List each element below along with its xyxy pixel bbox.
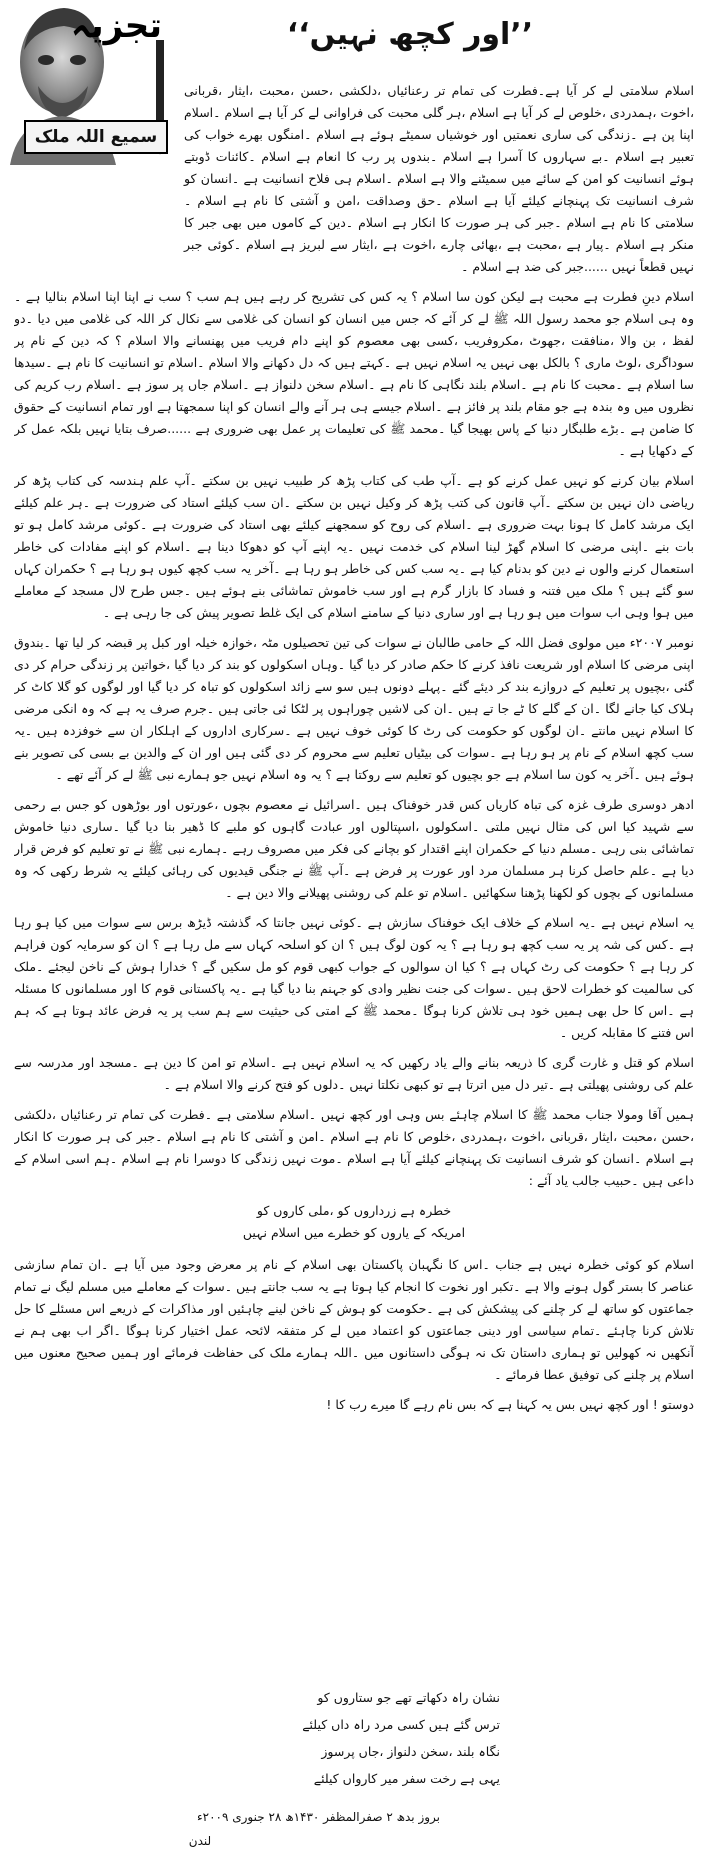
article-paragraph: اسلام سلامتی لے کر آیا ہے۔فطرت کی تمام تر رعنائیاں ،دلکشی ،حسن ،محبت ،ایثار ،قربانی ،اخوت ،ہمدردی ،خلوص لے کر آیا ہے اسلام ،ہر گلی محبت کی فراوانی لے کر آیا ہے اسلام ۔اسلام اپنا پن ہے ۔زندگی کی ساری نعمتیں اور خوشیاں سمیٹے ہوئے ہے اسلام ۔امنگوں بھرے خواب کی تعبیر ہے اسلام ۔بے سہاروں کا آسرا ہے اسلام ۔بندوں پر رب کا انعام ہے اسلام ۔کائنات ڈوبتے ہوئے انسانیت کو امن کے سائے میں سمیٹنے والا ہے اسلام ۔اسلام ہی فلاح انسانیت ہے ۔انسان کو شرف انسانیت تک پہنچانے کیلئے آیا ہے اسلام ۔حق وصداقت ،امن و آشتی کا نام ہے اسلام ۔سلامتی کا نام ہے اسلام ۔جبر کی ہر صورت کا انکار ہے اسلام ۔دین کے کاموں میں بھی جبر کا منکر ہے اسلام ۔پیار ہے ،محبت ہے ،بھائی چارے ،اخوت ہے ،ایثار سے لبریز ہے اسلام ۔کوئی جبر نہیں قطعاً نہیں ......جبر کی ضد ہے اسلام ۔ bbox=[184, 83, 694, 274]
article-paragraph: دوستو ! اور کچھ نہیں بس یہ کہنا ہے کہ بس نام رہے گا میرے رب کا ! bbox=[326, 1397, 694, 1412]
closing-line: یہی ہے رخت سفر میر کارواں کیلئے bbox=[313, 1771, 500, 1786]
author-byline: سمیع اللہ ملک bbox=[24, 120, 168, 154]
article-paragraph: اسلام دینِ فطرت ہے محبت ہے لیکن کون سا اسلام ؟ یہ کس کی تشریح کر رہے ہیں ہم سب ؟ سب نے اپنا اپنا اسلام بنالیا ہے ۔وہ ہی اسلام جو محمد رسول اللہ ﷺ لے کر آئے کہ جس میں انسان کو انسان کی غلامی سے نکال کر اللہ کی غلامی میں دیا ۔دو لفظ ، بن والا ،منافقت ،جھوٹ ،مکروفریب ،کسی بھی معصوم کو اپنے دام فریب میں پھنسانے والا اسلام ؟ کہ دین کے نام پر سوداگری ،لوٹ ماری ؟ بالکل بھی نہیں یہ اسلام نہیں ہے ۔کہتے ہیں کہ دل دکھانے والا اسلام ۔اسلام تو انسانیت کا نام ہے ۔سیدھا سا اسلام ہے ۔محبت کا نام ہے ۔اسلام بلند نگاہی کا نام ہے ۔اسلام سخن دلنواز ہے ۔اسلام جاں پر سوز ہے ۔اسلام رب کریم کی نظروں میں وہ بندہ ہے جو مقام بلند پر فائز ہے ۔اسلام جیسے ہی ہر آنے والے انسان کو اپنا سمجھتا ہے اور تمام انسانیت کے حقوق کا ضامن ہے ۔بڑے طلبگار دنیا کے پاس بھیجا گیا ۔محمد ﷺ کی تعلیمات پر عمل بھی ضروری ہے ......صرف بتایا نہیں بلکہ عمل کر کے دکھایا ہے ۔ bbox=[14, 289, 694, 458]
verse-line: امریکہ کے یاروں کو خطرے میں اسلام نہیں bbox=[242, 1225, 466, 1240]
section-brand: تجزیہ bbox=[70, 6, 162, 46]
verse-line: خطرہ ہے زرداروں کو ،ملی کاروں کو bbox=[256, 1203, 452, 1218]
dateline: بروز بدھ ۲ صفرالمظفر ۱۴۳۰ھ ۲۸ جنوری ۲۰۰۹ء bbox=[196, 1810, 440, 1824]
article-paragraph: اسلام بیان کرنے کو نہیں عمل کرنے کو ہے ۔آپ طب کی کتاب پڑھ کر طبیب نہیں بن سکتے ۔آپ علم ہندسہ کی کتاب پڑھ کر ریاضی دان نہیں بن سکتے ۔آپ قانون کی کتب پڑھ کر وکیل نہیں بن سکتے ۔ان سب کیلئے استاد کی ضرورت ہے ۔ہر علم کیلئے ایک مرشد کامل کا ہونا بہت ضروری ہے ۔اسلام کی روح کو سمجھنے کیلئے بھی استاد کی ضرورت ہے ۔کوئی مرشد کامل ہو تو بات بنے ۔اپنی مرضی کا اسلام گھڑ لینا اسلام کی خدمت نہیں ۔یہ اپنے آپ کو دھوکا دینا ہے ۔اسلام کو اپنے مفادات کی خاطر استعمال کرنے والوں نے دین کو بدنام کیا ہے ۔یہ سب کس کی خاطر ہو رہا ہے ۔آخر یہ سب کچھ کیوں ہو رہا ہے ؟ حکمران کہاں سو گئے ہیں ؟ ملک میں فتنہ و فساد کا بازار گرم ہے اور سب خاموش تماشائی بنے ہوئے ہیں ۔جس طرح لال مسجد کے معاملے میں ہوا وہی اب سوات میں ہو رہا ہے اور ساری دنیا کے سامنے اسلام کی ایک غلط تصویر پیش کی جا رہی ہے ۔ bbox=[14, 473, 694, 620]
article-paragraph: اسلام کو کوئی خطرہ نہیں ہے جناب ۔اس کا نگہبان پاکستان بھی اسلام کے نام پر معرض وجود میں آیا ہے ۔ان تمام سازشی عناصر کا بستر گول ہونے والا ہے ۔تکبر اور نخوت کا انجام کیا ہوتا ہے یہ سب جانتے ہیں ۔سوات کے معاملے میں مسلم لیگ نے تمام جماعتوں کو ساتھ لے کر چلنے کی پیشکش کی ہے ۔حکومت کو ہوش کے ناخن لینے چاہئیں اور مذاکرات کے ذریعے اس مسئلے کا حل تلاش کرنا چاہئے ۔تمام سیاسی اور دینی جماعتوں کو اعتماد میں لے کر متفقہ لائحہ عمل اختیار کرنا ہوگا ۔اگر اب بھی ہم نے آنکھیں نہ کھولیں تو ہماری داستان تک نہ ہوگی داستانوں میں ۔اللہ ہمارے ملک کی حفاظت فرمائے اور ہمیں صحیح معنوں میں اسلام پر چلنے کی توفیق عطا فرمائے ۔ bbox=[14, 1257, 694, 1382]
quoted-verse bbox=[14, 1200, 694, 1244]
article-paragraph: نومبر ۲۰۰۷ء میں مولوی فضل اللہ کے حامی طالبان نے سوات کی تین تحصیلوں مٹہ ،خوازہ خیلہ اور کبل پر قبضہ کر لیا تھا ۔بندوق اپنی مرضی کا اسلام اور شریعت نافذ کرنے کا حکم صادر کر دیا گیا ۔وہاں اسکولوں کو بند کر دیا گیا ،خواتین پر زندگی حرام کر دی گئی ،بچیوں پر تعلیم کے دروازے بند کر دیئے گئے ۔پہلے دونوں ہیں سو سے زائد اسکولوں کو تباہ کر دیا گیا اور لوگوں کو گلا کاٹ کر ہلاک کیا جانے لگا ۔ان کے گلے کا ٹے جا تے ہیں ۔ان کی لاشیں چوراہوں پر لٹکا ئی جاتی ہیں ۔جرم صرف یہ ہے کہ وہ انکی مرضی کا اسلام نہیں مانتے ۔ان لوگوں کو حکومت کی رٹ کا کوئی خوف نہیں ہے ۔سرکاری اداروں کے اہلکار ان سے خوفزدہ ہیں ۔یہ سب کچھ اسلام کے نام پر ہو رہا ہے ۔سوات کی بیٹیاں تعلیم سے محروم کر دی گئی ہیں اور ان کے والدین بے بسی کی تصویر بنے ہوئے ہیں ۔آخر یہ کون سا اسلام ہے جو بچیوں کو تعلیم سے روکتا ہے ؟ یہ وہ اسلام نہیں جو ہمارے نبی ﷺ لے کر آئے تھے ۔ bbox=[14, 635, 694, 782]
article-paragraph: اسلام کو قتل و غارت گری کا ذریعہ بنانے والے یاد رکھیں کہ یہ اسلام نہیں ہے ۔اسلام تو امن کا دین ہے ۔مسجد اور مدرسہ سے علم کی روشنی پھیلتی ہے ۔تیر دل میں اترتا ہے تو کبھی نکلتا نہیں ۔دلوں کو فتح کرنے والا اسلام ہے ۔ bbox=[14, 1055, 694, 1092]
article-paragraph: ہمیں آقا ومولا جناب محمد ﷺ کا اسلام چاہئے بس وہی اور کچھ نہیں ۔اسلام سلامتی ہے ۔فطرت کی تمام تر رعنائیاں ،دلکشی ،حسن ،محبت ،ایثار ،قربانی ،اخوت ،ہمدردی ،خلوص کا نام ہے اسلام ۔امن و آشتی کا نام ہے اسلام ۔جبر کی ہر صورت کا انکار ہے اسلام ۔انسان کو شرف انسانیت تک پہنچانے کیلئے آیا ہے اسلام ۔موت نہیں زندگی کا دوسرا نام ہے اسلام ۔ہم اسی اسلام کے داعی ہیں ۔حبیب جالب یاد آئے : bbox=[14, 1107, 694, 1188]
closing-verse bbox=[240, 1684, 500, 1792]
article-paragraph: یہ اسلام نہیں ہے ۔یہ اسلام کے خلاف ایک خوفناک سازش ہے ۔کوئی نہیں جانتا کہ گذشتہ ڈیڑھ برس سے سوات میں کیا ہو رہا ہے ۔کس کی شہ پر یہ سب کچھ ہو رہا ہے ؟ یہ کون لوگ ہیں ؟ ان کو اسلحہ کہاں سے مل رہا ہے ؟ ان کو سرمایہ کون فراہم کر رہا ہے ؟ حکومت کی رٹ کہاں ہے ؟ کیا ان سوالوں کے جواب کبھی قوم کو مل سکیں گے ؟ خدارا ہوش کے ناخن لیجئے ۔ملک کی سالمیت کو خطرات لاحق ہیں ۔سوات کی جنت نظیر وادی کو جہنم بنا دیا گیا ہے ۔یہ پاکستانی قوم کا اور مسلمانوں کا مسئلہ ہے ۔اس کا حل بھی ہمیں خود ہی تلاش کرنا ہوگا ۔محمد ﷺ کے امتی کی حیثیت سے ہم سب پر یہ فرض عائد ہوتا ہے کہ ہم اس فتنے کا مقابلہ کریں ۔ bbox=[14, 915, 694, 1040]
closing-line: ترس گئے ہیں کسی مرد راہ داں کیلئے bbox=[302, 1717, 500, 1732]
place-line: لندن bbox=[188, 1834, 212, 1848]
article-body bbox=[14, 80, 694, 1800]
closing-line: نشان راہ دکھاتے تھے جو ستاروں کو bbox=[317, 1690, 500, 1705]
article-headline: ’’اور کچھ نہیں‘‘ bbox=[286, 17, 534, 52]
article-paragraph: ادھر دوسری طرف غزہ کی تباہ کاریاں کس قدر خوفناک ہیں ۔اسرائیل نے معصوم بچوں ،عورتوں اور بوڑھوں کو جس بے رحمی سے شہید کیا اس کی مثال نہیں ملتی ۔اسکولوں ،اسپتالوں اور عبادت گاہوں کو ملبے کا ڈھیر بنا دیا گیا ۔ساری دنیا خاموش تماشائی بنی رہی ۔مسلم دنیا کے حکمران اپنے اقتدار کو بچانے کی فکر میں مصروف رہے ۔ہمارے نبی ﷺ نے تو تعلیم کو فرض قرار دیا ہے ۔علم حاصل کرنا ہر مسلمان مرد اور عورت پر فرض ہے ۔آپ ﷺ نے جنگی قیدیوں کی رہائی کیلئے یہ شرط رکھی کہ وہ مسلمانوں کے بچوں کو لکھنا پڑھنا سکھائیں ۔اسلام تو علم کی روشنی پھیلانے والا دین ہے ۔ bbox=[14, 797, 694, 900]
closing-line: نگاہ بلند ،سخن دلنواز ،جاں پرسوز bbox=[321, 1744, 500, 1759]
